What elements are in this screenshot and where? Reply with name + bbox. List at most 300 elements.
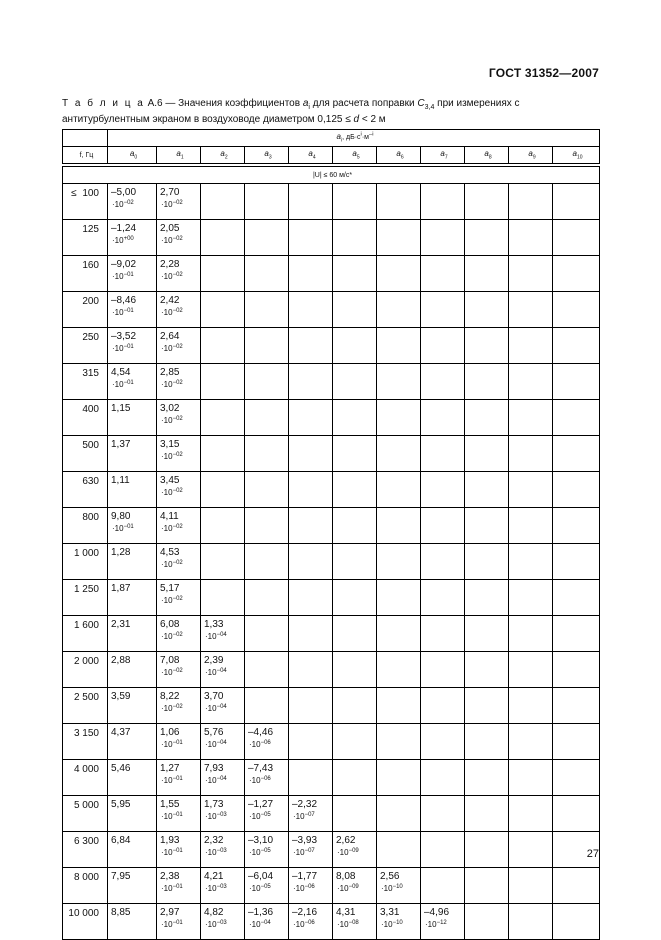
coef-cell: 1,55 $\cdot 10^{-01}$ xyxy=(157,796,201,832)
coef-cell xyxy=(421,652,465,688)
coef-cell: –1,24 $\cdot 10^{+00}$ xyxy=(108,220,157,256)
coef-cell xyxy=(421,868,465,904)
coef-cell xyxy=(333,220,377,256)
coef-cell: –5,00 $\cdot 10^{-02}$ xyxy=(108,184,157,220)
coef-cell xyxy=(553,868,600,904)
coef-cell xyxy=(465,796,509,832)
table-row xyxy=(63,544,600,580)
table-row xyxy=(63,400,600,436)
freq-cell: 500 xyxy=(63,436,108,472)
coef-cell xyxy=(553,472,600,508)
coef-cell xyxy=(465,868,509,904)
coef-cell: 4,31 $\cdot 10^{-08}$ xyxy=(333,904,377,940)
coef-cell xyxy=(289,328,333,364)
caption-text-1: — Значения коэффициентов xyxy=(165,98,303,109)
caption-text-2: для расчета поправки xyxy=(309,98,418,109)
coef-cell xyxy=(289,220,333,256)
coef-cell xyxy=(377,616,421,652)
coef-cell xyxy=(377,436,421,472)
coef-cell xyxy=(245,544,289,580)
coef-cell: –7,43 $\cdot 10^{-06}$ xyxy=(245,760,289,796)
caption-a-sub: i xyxy=(308,104,310,111)
coef-cell: 1,37 xyxy=(108,436,157,472)
coef-cell xyxy=(553,364,600,400)
coefficients-table xyxy=(62,129,600,940)
coef-cell xyxy=(333,256,377,292)
freq-cell: 160 xyxy=(63,256,108,292)
coef-cell xyxy=(509,436,553,472)
coef-cell: 2,05 $\cdot 10^{-02}$ xyxy=(157,220,201,256)
coef-cell: 1,93 $\cdot 10^{-01}$ xyxy=(157,832,201,868)
coef-cell xyxy=(201,580,245,616)
freq-cell: 1 250 xyxy=(63,580,108,616)
coef-cell xyxy=(333,724,377,760)
coef-cell xyxy=(421,472,465,508)
coef-cell xyxy=(553,400,600,436)
coef-cell: 1,11 xyxy=(108,472,157,508)
coef-cell xyxy=(465,292,509,328)
freq-cell: 1 000 xyxy=(63,544,108,580)
freq-cell: 400 xyxy=(63,400,108,436)
coef-cell xyxy=(553,688,600,724)
coef-cell: 1,06 $\cdot 10^{-01}$ xyxy=(157,724,201,760)
coef-cell: 2,31 xyxy=(108,616,157,652)
coef-cell: 4,37 xyxy=(108,724,157,760)
table-row xyxy=(63,364,600,400)
coef-cell xyxy=(553,544,600,580)
coef-cell xyxy=(553,796,600,832)
table-row xyxy=(63,760,600,796)
coef-header-a10: $a_{10}$ xyxy=(553,147,600,164)
caption-label: Т а б л и ц а xyxy=(62,98,145,109)
coef-cell xyxy=(465,544,509,580)
table-caption xyxy=(62,98,602,126)
freq-cell: 2 500 xyxy=(63,688,108,724)
coef-cell xyxy=(377,724,421,760)
coef-cell xyxy=(333,328,377,364)
coef-cell xyxy=(333,652,377,688)
coef-cell xyxy=(201,364,245,400)
coef-cell: 3,70 $\cdot 10^{-04}$ xyxy=(201,688,245,724)
freq-cell: 8 000 xyxy=(63,868,108,904)
coef-cell xyxy=(465,580,509,616)
coef-cell xyxy=(201,220,245,256)
freq-cell: 250 xyxy=(63,328,108,364)
coef-cell xyxy=(201,436,245,472)
coef-cell xyxy=(289,292,333,328)
coef-cell xyxy=(333,400,377,436)
coef-cell xyxy=(509,688,553,724)
coef-cell: 4,54 $\cdot 10^{-01}$ xyxy=(108,364,157,400)
coef-cell xyxy=(509,868,553,904)
coef-cell xyxy=(333,292,377,328)
coef-cell xyxy=(421,184,465,220)
table-row xyxy=(63,616,600,652)
coef-header-a4: $a_4$ xyxy=(289,147,333,164)
coef-cell xyxy=(465,760,509,796)
coef-cell xyxy=(245,472,289,508)
coef-cell xyxy=(465,652,509,688)
coef-header-a9: $a_9$ xyxy=(509,147,553,164)
coef-cell: 3,45 $\cdot 10^{-02}$ xyxy=(157,472,201,508)
coef-cell xyxy=(421,760,465,796)
table-row xyxy=(63,184,600,220)
coef-cell: 8,85 xyxy=(108,904,157,940)
coef-cell: 2,28 $\cdot 10^{-02}$ xyxy=(157,256,201,292)
coef-header-a1: $a_1$ xyxy=(157,147,201,164)
freq-cell: 125 xyxy=(63,220,108,256)
coef-cell xyxy=(245,436,289,472)
coef-cell xyxy=(245,616,289,652)
coef-cell: 3,15 $\cdot 10^{-02}$ xyxy=(157,436,201,472)
table-row xyxy=(63,652,600,688)
table-row xyxy=(63,220,600,256)
coef-cell xyxy=(465,904,509,940)
coef-cell xyxy=(509,904,553,940)
coef-cell xyxy=(333,184,377,220)
coef-cell xyxy=(509,508,553,544)
coef-cell xyxy=(289,724,333,760)
coef-cell xyxy=(245,184,289,220)
table-row xyxy=(63,292,600,328)
coef-cell xyxy=(289,544,333,580)
table-row xyxy=(63,436,600,472)
coef-cell xyxy=(289,256,333,292)
coef-cell xyxy=(201,328,245,364)
coef-cell xyxy=(553,292,600,328)
coef-cell: –3,10 $\cdot 10^{-05}$ xyxy=(245,832,289,868)
coef-header-a3: $a_3$ xyxy=(245,147,289,164)
coef-cell xyxy=(201,256,245,292)
coef-cell: 5,95 xyxy=(108,796,157,832)
coef-cell xyxy=(245,220,289,256)
coef-cell xyxy=(465,832,509,868)
coef-cell xyxy=(377,760,421,796)
freq-cell: 1 600 xyxy=(63,616,108,652)
coef-cell xyxy=(377,256,421,292)
caption-c-sub: 3,4 xyxy=(424,104,435,111)
coef-cell: 2,56 $\cdot 10^{-10}$ xyxy=(377,868,421,904)
coef-cell: 1,28 xyxy=(108,544,157,580)
table-row xyxy=(63,472,600,508)
coef-cell xyxy=(465,328,509,364)
freq-cell: 800 xyxy=(63,508,108,544)
header-empty-cell xyxy=(63,130,108,147)
coef-cell: 5,17 $\cdot 10^{-02}$ xyxy=(157,580,201,616)
coef-header-a7: $a_7$ xyxy=(421,147,465,164)
caption-d-var: d xyxy=(353,114,360,125)
coef-cell xyxy=(333,508,377,544)
coef-cell: 2,62 $\cdot 10^{-09}$ xyxy=(333,832,377,868)
coef-cell xyxy=(509,652,553,688)
coef-header-a8: $a_8$ xyxy=(465,147,509,164)
coef-cell: –2,32 $\cdot 10^{-07}$ xyxy=(289,796,333,832)
coef-cell xyxy=(333,580,377,616)
freq-header: f, Гц xyxy=(63,147,108,164)
coef-cell xyxy=(421,796,465,832)
coef-cell: 2,97 $\cdot 10^{-01}$ xyxy=(157,904,201,940)
table-row xyxy=(63,580,600,616)
coef-cell xyxy=(421,328,465,364)
coef-cell xyxy=(333,616,377,652)
coef-cell xyxy=(553,256,600,292)
table-row xyxy=(63,724,600,760)
coef-cell xyxy=(333,364,377,400)
coef-cell xyxy=(377,184,421,220)
coef-cell xyxy=(289,760,333,796)
coef-cell xyxy=(377,652,421,688)
coef-cell xyxy=(377,220,421,256)
coef-cell xyxy=(289,184,333,220)
coef-cell xyxy=(509,724,553,760)
units-header: $a_i$, $дБ\cdot c^i\cdot м^{-i}$ xyxy=(108,130,600,147)
coef-cell: –1,36 $\cdot 10^{-04}$ xyxy=(245,904,289,940)
coef-cell xyxy=(245,328,289,364)
coef-cell: 1,87 xyxy=(108,580,157,616)
table-row xyxy=(63,688,600,724)
coef-header-a5: $a_5$ xyxy=(333,147,377,164)
table-row xyxy=(63,508,600,544)
coef-cell xyxy=(509,292,553,328)
coef-cell xyxy=(245,292,289,328)
table-row xyxy=(63,796,600,832)
coef-cell xyxy=(509,796,553,832)
coef-cell xyxy=(421,580,465,616)
coef-cell xyxy=(245,508,289,544)
coef-cell xyxy=(377,472,421,508)
coef-cell: –3,93 $\cdot 10^{-07}$ xyxy=(289,832,333,868)
coef-cell xyxy=(553,760,600,796)
coef-cell: 2,70 $\cdot 10^{-02}$ xyxy=(157,184,201,220)
coef-cell xyxy=(289,400,333,436)
coef-cell xyxy=(553,904,600,940)
coef-cell xyxy=(465,616,509,652)
coef-cell xyxy=(289,652,333,688)
coef-cell xyxy=(509,472,553,508)
coef-cell xyxy=(421,436,465,472)
coef-cell: 2,88 xyxy=(108,652,157,688)
coef-cell xyxy=(421,688,465,724)
coef-cell xyxy=(553,328,600,364)
coef-cell xyxy=(421,508,465,544)
coef-cell: 1,15 xyxy=(108,400,157,436)
coef-cell: –9,02 $\cdot 10^{-01}$ xyxy=(108,256,157,292)
caption-c-var: C xyxy=(417,98,425,109)
coef-cell xyxy=(509,580,553,616)
coef-cell xyxy=(553,580,600,616)
freq-cell: 2 000 xyxy=(63,652,108,688)
coef-cell: –4,96 $\cdot 10^{-12}$ xyxy=(421,904,465,940)
coef-cell: 5,46 xyxy=(108,760,157,796)
freq-cell: 10 000 xyxy=(63,904,108,940)
coef-cell: 2,85 $\cdot 10^{-02}$ xyxy=(157,364,201,400)
coef-cell xyxy=(553,508,600,544)
coef-cell: 6,08 $\cdot 10^{-02}$ xyxy=(157,616,201,652)
coef-cell xyxy=(377,832,421,868)
coef-cell xyxy=(465,400,509,436)
coef-cell xyxy=(377,796,421,832)
coef-cell: –1,77 $\cdot 10^{-06}$ xyxy=(289,868,333,904)
page-number: 27 xyxy=(586,848,599,860)
coef-cell xyxy=(465,508,509,544)
coef-cell xyxy=(421,292,465,328)
coef-cell: 7,08 $\cdot 10^{-02}$ xyxy=(157,652,201,688)
document-header: ГОСТ 31352—2007 xyxy=(488,66,599,80)
coef-cell: 2,32 $\cdot 10^{-03}$ xyxy=(201,832,245,868)
coef-cell: –4,46 $\cdot 10^{-06}$ xyxy=(245,724,289,760)
coef-cell xyxy=(465,256,509,292)
coef-cell xyxy=(245,580,289,616)
coef-cell: –3,52 $\cdot 10^{-01}$ xyxy=(108,328,157,364)
freq-cell: ≤ 100 xyxy=(63,184,108,220)
coef-cell xyxy=(377,364,421,400)
coef-cell xyxy=(245,364,289,400)
coef-cell: 9,80 $\cdot 10^{-01}$ xyxy=(108,508,157,544)
coef-header-a0: $a_0$ xyxy=(108,147,157,164)
coef-cell xyxy=(465,364,509,400)
coef-cell xyxy=(421,400,465,436)
coef-cell xyxy=(509,364,553,400)
caption-number: А.6 xyxy=(147,98,163,109)
coef-cell xyxy=(509,256,553,292)
coef-cell xyxy=(553,184,600,220)
coef-cell: 4,82 $\cdot 10^{-03}$ xyxy=(201,904,245,940)
coef-cell xyxy=(377,508,421,544)
coef-cell xyxy=(553,724,600,760)
coef-cell xyxy=(333,472,377,508)
coef-cell: 2,38 $\cdot 10^{-01}$ xyxy=(157,868,201,904)
coef-header-a2: $a_2$ xyxy=(201,147,245,164)
coef-cell xyxy=(421,364,465,400)
coef-cell xyxy=(289,472,333,508)
coef-cell xyxy=(333,796,377,832)
coef-cell: 7,93 $\cdot 10^{-04}$ xyxy=(201,760,245,796)
coef-cell xyxy=(333,760,377,796)
table-row xyxy=(63,868,600,904)
coef-cell: 2,64 $\cdot 10^{-02}$ xyxy=(157,328,201,364)
coef-cell xyxy=(245,400,289,436)
coef-cell xyxy=(509,328,553,364)
freq-cell: 200 xyxy=(63,292,108,328)
coef-cell xyxy=(421,544,465,580)
coef-cell xyxy=(509,184,553,220)
coef-cell xyxy=(245,652,289,688)
coef-cell xyxy=(245,256,289,292)
coef-cell xyxy=(509,760,553,796)
coef-cell xyxy=(421,256,465,292)
coef-cell xyxy=(421,832,465,868)
coef-cell xyxy=(377,400,421,436)
coef-cell xyxy=(553,652,600,688)
coef-cell xyxy=(289,364,333,400)
coef-cell xyxy=(333,544,377,580)
coef-cell xyxy=(201,472,245,508)
coef-cell xyxy=(377,580,421,616)
freq-cell: 5 000 xyxy=(63,796,108,832)
coef-cell xyxy=(465,688,509,724)
coef-cell xyxy=(333,436,377,472)
coef-cell xyxy=(377,544,421,580)
coef-cell: 4,21 $\cdot 10^{-03}$ xyxy=(201,868,245,904)
coef-cell: 3,02 $\cdot 10^{-02}$ xyxy=(157,400,201,436)
freq-cell: 6 300 xyxy=(63,832,108,868)
coef-cell xyxy=(289,436,333,472)
coef-cell: 8,22 $\cdot 10^{-02}$ xyxy=(157,688,201,724)
coef-cell xyxy=(553,436,600,472)
coef-cell xyxy=(245,688,289,724)
coef-cell xyxy=(421,724,465,760)
coef-cell: 1,27 $\cdot 10^{-01}$ xyxy=(157,760,201,796)
coef-cell xyxy=(465,472,509,508)
coef-cell: 2,39 $\cdot 10^{-04}$ xyxy=(201,652,245,688)
coef-cell xyxy=(201,544,245,580)
coef-cell xyxy=(201,508,245,544)
coef-cell xyxy=(509,400,553,436)
coef-cell: 3,31 $\cdot 10^{-10}$ xyxy=(377,904,421,940)
coef-cell xyxy=(421,616,465,652)
table-row xyxy=(63,256,600,292)
coef-cell xyxy=(201,400,245,436)
coef-cell xyxy=(509,544,553,580)
coef-cell xyxy=(201,184,245,220)
freq-cell: 630 xyxy=(63,472,108,508)
coef-cell xyxy=(509,832,553,868)
coef-cell: 6,84 xyxy=(108,832,157,868)
coef-cell: –1,27 $\cdot 10^{-05}$ xyxy=(245,796,289,832)
velocity-condition: |U| ≤ 60 м/с* xyxy=(63,167,600,184)
coef-cell xyxy=(465,220,509,256)
coef-cell: –8,46 $\cdot 10^{-01}$ xyxy=(108,292,157,328)
coef-cell xyxy=(377,292,421,328)
coef-cell xyxy=(289,616,333,652)
coef-cell xyxy=(289,508,333,544)
coef-cell: 4,11 $\cdot 10^{-02}$ xyxy=(157,508,201,544)
table-row xyxy=(63,328,600,364)
coef-cell xyxy=(377,328,421,364)
coef-cell xyxy=(377,688,421,724)
table-row xyxy=(63,832,600,868)
coef-cell xyxy=(289,688,333,724)
coef-cell: 1,33 $\cdot 10^{-04}$ xyxy=(201,616,245,652)
coef-cell: 3,59 xyxy=(108,688,157,724)
table-row xyxy=(63,904,600,940)
coef-cell xyxy=(333,688,377,724)
coef-cell xyxy=(553,220,600,256)
coef-header-a6: $a_6$ xyxy=(377,147,421,164)
freq-cell: 315 xyxy=(63,364,108,400)
coef-cell: 5,76 $\cdot 10^{-04}$ xyxy=(201,724,245,760)
caption-a-var: a xyxy=(302,98,309,109)
coef-cell xyxy=(289,580,333,616)
coef-cell: –2,16 $\cdot 10^{-06}$ xyxy=(289,904,333,940)
coef-cell xyxy=(509,616,553,652)
freq-cell: 3 150 xyxy=(63,724,108,760)
coef-cell xyxy=(465,724,509,760)
coef-cell xyxy=(553,616,600,652)
coef-cell xyxy=(465,436,509,472)
caption-text-3: при измерениях с антитурбулентным экраном в воздуховоде диаметром 0,125 ≤ xyxy=(62,98,520,125)
coef-cell: 8,08 $\cdot 10^{-09}$ xyxy=(333,868,377,904)
coef-cell: 1,73 $\cdot 10^{-03}$ xyxy=(201,796,245,832)
coef-cell xyxy=(465,184,509,220)
freq-cell: 4 000 xyxy=(63,760,108,796)
coef-cell: 7,95 xyxy=(108,868,157,904)
caption-text-4: < 2 м xyxy=(359,114,386,125)
coef-cell: 4,53 $\cdot 10^{-02}$ xyxy=(157,544,201,580)
coef-cell xyxy=(201,292,245,328)
coef-cell: –6,04 $\cdot 10^{-05}$ xyxy=(245,868,289,904)
coef-cell xyxy=(509,220,553,256)
